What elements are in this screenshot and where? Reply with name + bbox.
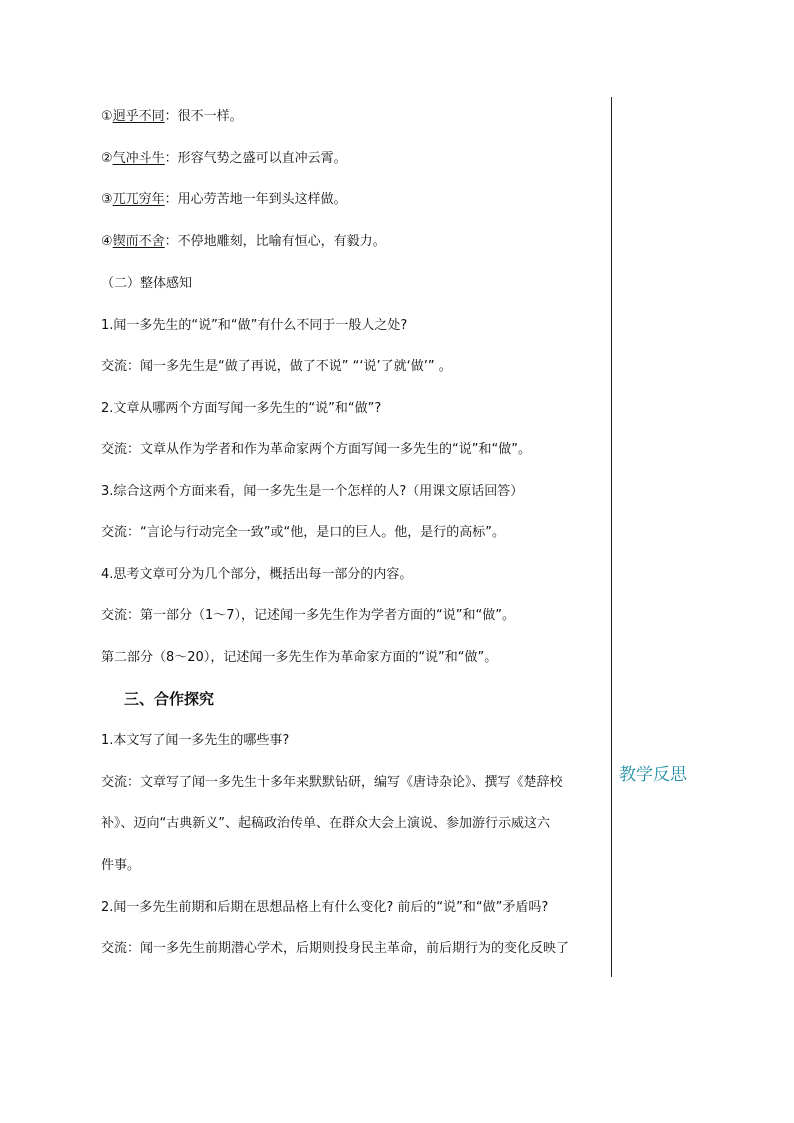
vocab-definition: ：用心劳苦地一年到头这样做。 (164, 192, 347, 207)
answer-2: 交流：文章从作为学者和作为革命家两个方面写闻一多先生的“说”和“做”。 (101, 442, 531, 457)
answer-4-part1: 交流：第一部分（1～7），记述闻一多先生作为学者方面的“说”和“做”。 (101, 608, 515, 623)
question-1: 1.闻一多先生的“说”和“做”有什么不同于一般人之处? (101, 318, 408, 333)
answer-4-part2: 第二部分（8～20），记述闻一多先生作为革命家方面的“说”和“做”。 (101, 650, 498, 665)
explore-question-2: 2.闻一多先生前期和后期在思想品格上有什么变化? 前后的“说”和“做”矛盾吗? (101, 900, 549, 915)
vocab-item-4 (101, 233, 386, 251)
vocab-term: 锲而不舍 (112, 234, 165, 249)
explore-answer-2-line1: 交流：闻一多先生前期潜心学术，后期则投身民主革命，前后期行为的变化反映了 (101, 941, 570, 956)
vocab-definition: ：很不一样。 (164, 109, 243, 124)
explore-question-1: 1.本文写了闻一多先生的哪些事? (101, 733, 290, 748)
vocab-item-2 (101, 150, 347, 168)
section-heading-explore: 三、合作探究 (124, 690, 215, 708)
explore-answer-1-line2: 补》、迈向“古典新义”、起稿政治传单、在群众大会上演说、参加游行示威这六 (101, 816, 550, 831)
question-3: 3.综合这两个方面来看，闻一多先生是一个怎样的人?（用课文原话回答） (101, 484, 524, 499)
vocab-num: ② (101, 151, 113, 166)
vocab-num: ④ (101, 234, 113, 249)
vocab-item-3 (101, 191, 347, 209)
vocab-num: ① (101, 109, 113, 124)
column-divider (611, 97, 612, 977)
section-heading-overall: （二）整体感知 (101, 276, 193, 291)
vocab-definition: ：不停地雕刻，比喻有恒心，有毅力。 (164, 234, 386, 249)
explore-answer-1-line3: 件事。 (101, 858, 141, 873)
vocab-num: ③ (101, 192, 113, 207)
question-4: 4.思考文章可分为几个部分，概括出每一部分的内容。 (101, 567, 413, 582)
vocab-term: 兀兀穷年 (112, 192, 165, 207)
answer-1: 交流：闻一多先生是“做了再说，做了不说” “‘说’了就‘做’” 。 (101, 359, 452, 374)
vocab-term: 迥乎不同 (112, 109, 165, 124)
vocab-definition: ：形容气势之盛可以直冲云霄。 (164, 151, 347, 166)
answer-3: 交流：“言论与行动完全一致”或“他，是口的巨人。他，是行的高标”。 (101, 525, 505, 540)
vocab-item-1 (101, 108, 243, 126)
vocab-term: 气冲斗牛 (112, 151, 165, 166)
teaching-reflection-label: 教学反思 (619, 765, 687, 785)
explore-answer-1-line1: 交流：文章写了闻一多先生十多年来默默钻研，编写《唐诗杂论》、撰写《楚辞校 (101, 775, 563, 790)
question-2: 2.文章从哪两个方面写闻一多先生的“说”和“做”? (101, 401, 382, 416)
